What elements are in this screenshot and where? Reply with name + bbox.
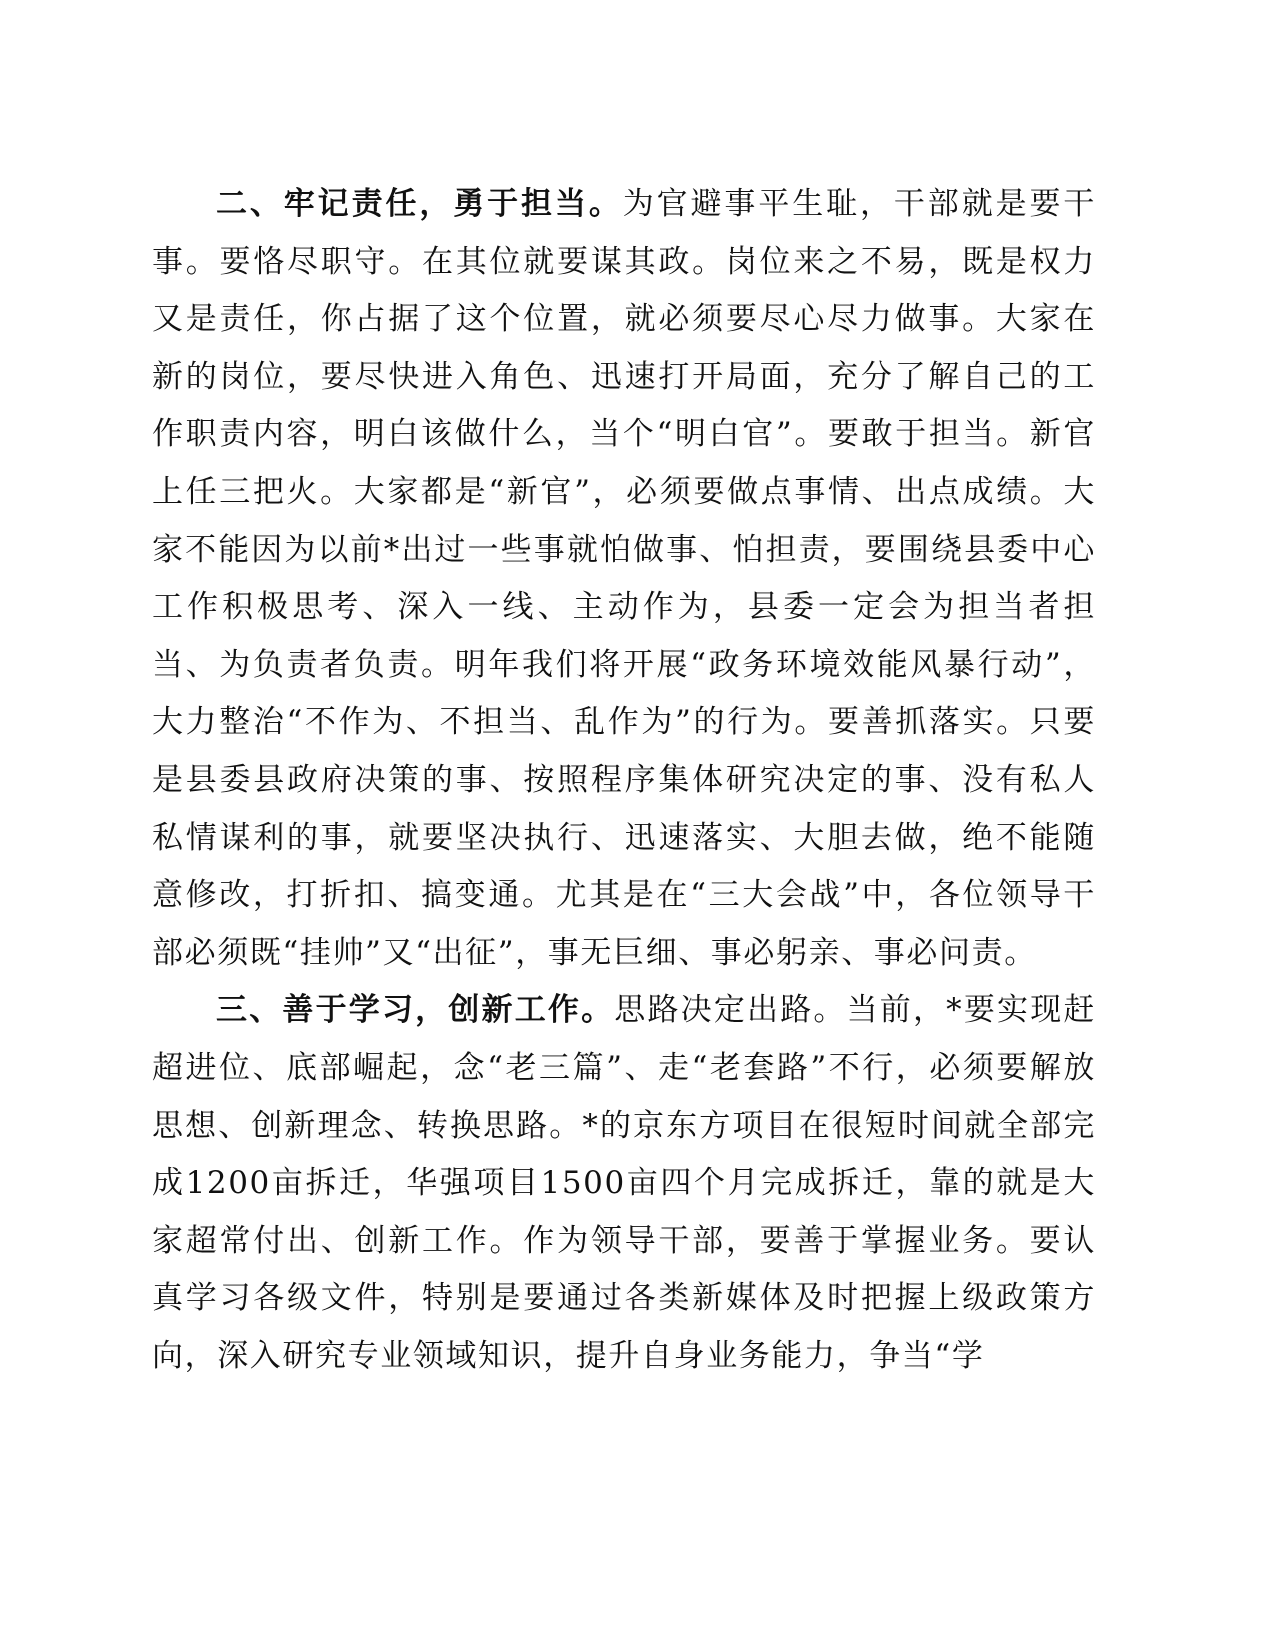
paragraph-heading: 三、善于学习，创新工作。 bbox=[216, 992, 615, 1029]
paragraph-responsibility bbox=[152, 176, 1096, 982]
paragraph-text: 思路决定出路。当前，*要实现赶超进位、底部崛起，念“老三篇”、走“老套路”不行，必须要解放思想、创新理念、转换思路。*的京东方项目在很短时间就全部完成1200亩拆迁，华强项目1500亩四个月完成拆迁，靠的就是大家超常付出、创新工作。作为领导干部，要善于掌握业务。要认真学习各级文件，特别是要通过各类新媒体及时把握上级政策方向，深入研究专业领域知识，提升自身业务能力，争当“学 bbox=[152, 992, 1097, 1374]
document-body bbox=[152, 176, 1096, 1385]
paragraph-text: 为官避事平生耻，干部就是要干事。要恪尽职守。在其位就要谋其政。岗位来之不易，既是权力又是责任，你占据了这个位置，就必须要尽心尽力做事。大家在新的岗位，要尽快进入角色、迅速打开局面，充分了解自己的工作职责内容，明白该做什么，当个“明白官”。要敢于担当。新官上任三把火。大家都是“新官”，必须要做点事情、出点成绩。大家不能因为以前*出过一些事就怕做事、怕担责，要围绕县委中心工作积极思考、深入一线、主动作为，县委一定会为担当者担当、为负责者负责。明年我们将开展“政务环境效能风暴行动”，大力整治“不作为、不担当、乱作为”的行为。要善抓落实。只要是县委县政府决策的事、按照程序集体研究决定的事、没有私人私情谋利的事，就要坚决执行、迅速落实、大胆去做，绝不能随意修改，打折扣、搞变通。尤其是在“三大会战”中，各位领导干部必须既“挂帅”又“出征”，事无巨细、事必躬亲、事必问责。 bbox=[152, 186, 1096, 971]
paragraph-heading: 二、牢记责任，勇于担当。 bbox=[216, 186, 623, 222]
paragraph-learning bbox=[152, 982, 1096, 1385]
